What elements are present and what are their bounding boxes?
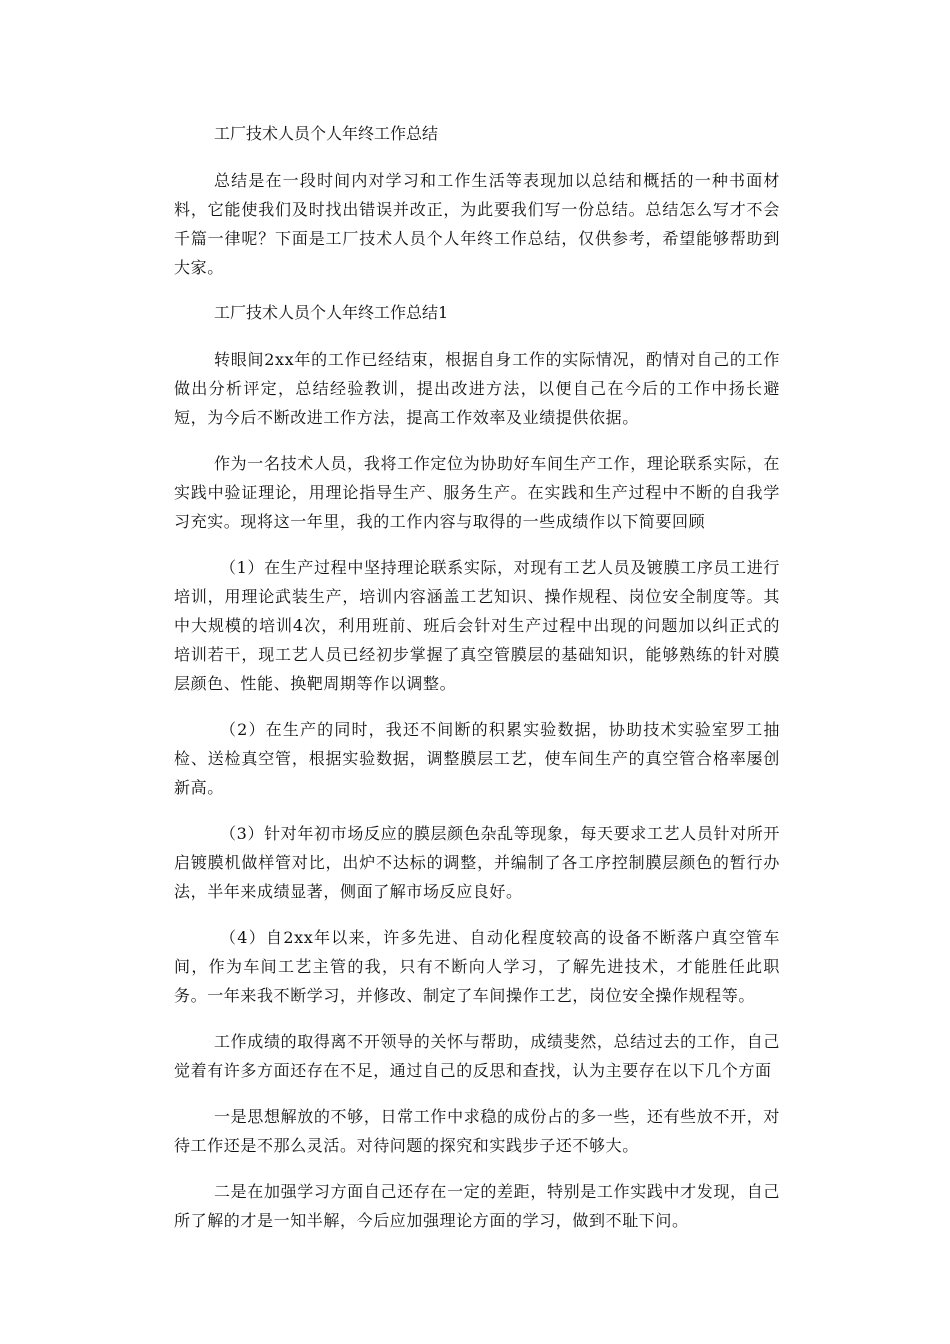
list-item-1: （1）在生产过程中坚持理论联系实际，对现有工艺人员及镀膜工序员工进行培训，用理论武装生产，培训内容涵盖工艺知识、操作规程、岗位安全制度等。其中大规模的培训4次，利用班前、班后会针对生产过程中出现的问题加以纠正式的培训若干，现工艺人员已经初步掌握了真空管膜层的基础知识，能够熟练的针对膜层颜色、性能、换靶周期等作以调整。 <box>174 558 780 693</box>
paragraph-2: 作为一名技术人员，我将工作定位为协助好车间生产工作，理论联系实际，在实践中验证理论，用理论指导生产、服务生产。在实践和生产过程中不断的自我学习充实。现将这一年里，我的工作内容与取得的一些成绩作以下简要回顾 <box>174 454 780 531</box>
intro-paragraph: 总结是在一段时间内对学习和工作生活等表现加以总结和概括的一种书面材料，它能使我们及时找出错误并改正，为此要我们写一份总结。总结怎么写才不会千篇一律呢？下面是工厂技术人员个人年终工作总结，仅供参考，希望能够帮助到大家。 <box>174 171 780 277</box>
section-title-1: 工厂技术人员个人年终工作总结1 <box>214 303 449 322</box>
document-title: 工厂技术人员个人年终工作总结 <box>214 124 439 143</box>
list-item-4: （4）自2xx年以来，许多先进、自动化程度较高的设备不断落户真空管车间，作为车间工艺主管的我，只有不断向人学习，了解先进技术，才能胜任此职务。一年来我不断学习，并修改、制定了车间操作工艺，岗位安全操作规程等。 <box>174 928 780 1005</box>
list-item-3: （3）针对年初市场反应的膜层颜色杂乱等现象，每天要求工艺人员针对所开启镀膜机做样管对比，出炉不达标的调整，并编制了各工序控制膜层颜色的暂行办法，半年来成绩显著，侧面了解市场反应良好。 <box>174 824 780 901</box>
paragraph-1: 转眼间2xx年的工作已经结束，根据自身工作的实际情况，酌情对自己的工作做出分析评定，总结经验教训，提出改进方法，以便自己在今后的工作中扬长避短，为今后不断改进工作方法，提高工作效率及业绩提供依据。 <box>174 350 780 427</box>
paragraph-5: 二是在加强学习方面自己还存在一定的差距，特别是工作实践中才发现，自己所了解的才是一知半解，今后应加强理论方面的学习，做到不耻下问。 <box>174 1182 780 1230</box>
paragraph-4: 一是思想解放的不够，日常工作中求稳的成份占的多一些，还有些放不开，对待工作还是不那么灵活。对待问题的探究和实践步子还不够大。 <box>174 1107 780 1155</box>
document-page <box>174 120 780 1252</box>
list-item-2: （2）在生产的同时，我还不间断的积累实验数据，协助技术实验室罗工抽检、送检真空管，根据实验数据，调整膜层工艺，使车间生产的真空管合格率屡创新高。 <box>174 720 780 797</box>
paragraph-3: 工作成绩的取得离不开领导的关怀与帮助，成绩斐然，总结过去的工作，自己觉着有许多方面还存在不足，通过自己的反思和查找，认为主要存在以下几个方面 <box>174 1032 780 1080</box>
